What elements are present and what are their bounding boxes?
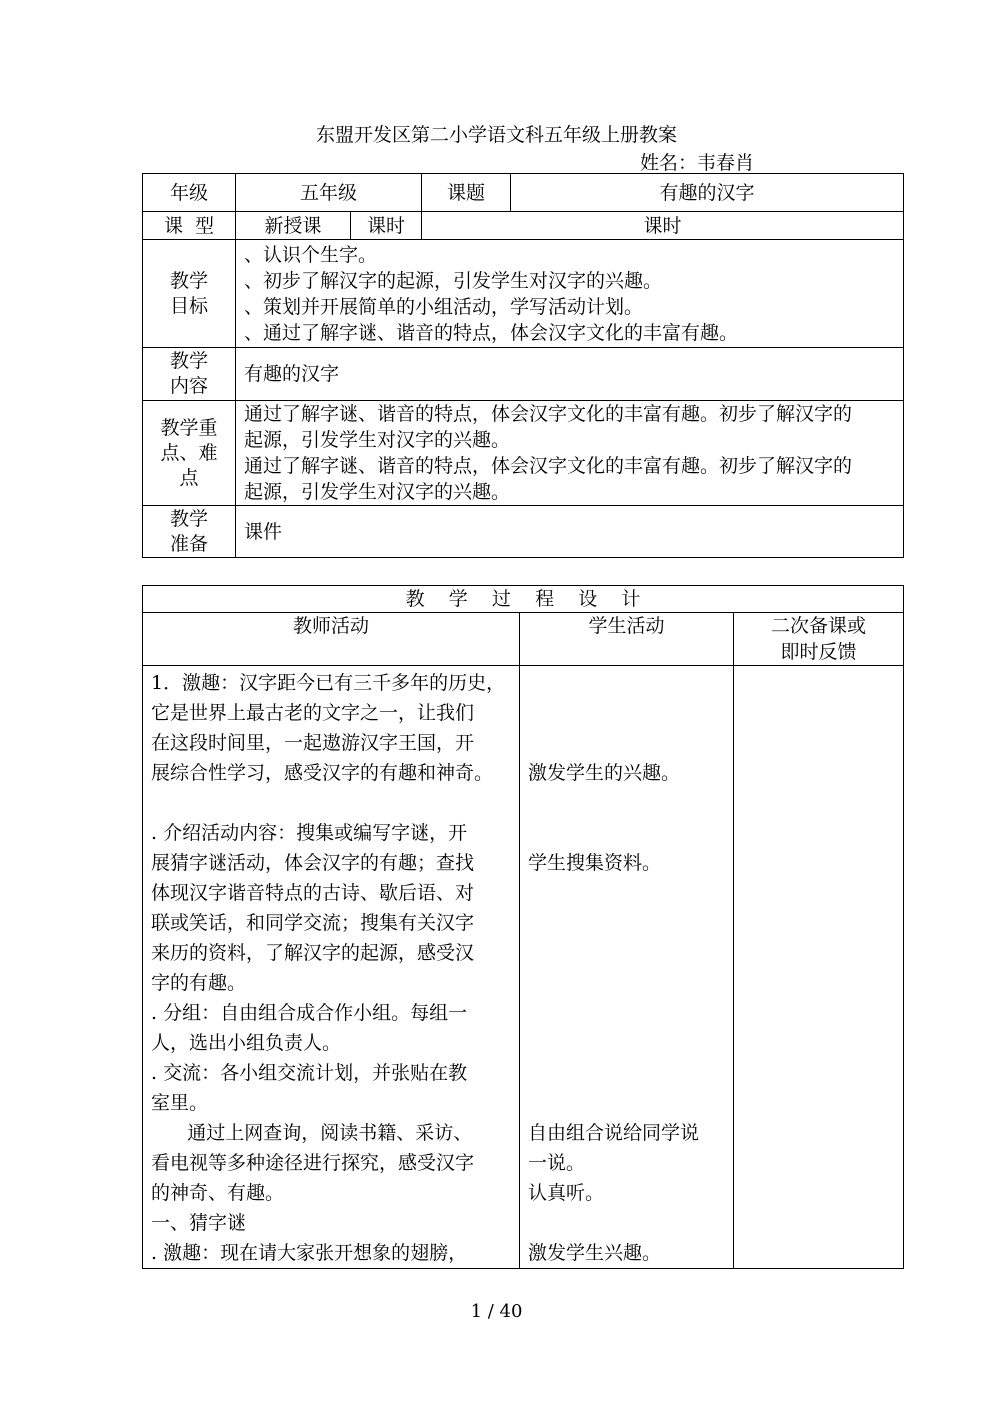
activity-line (528, 668, 733, 698)
activity-line (528, 698, 733, 728)
process-table (142, 585, 904, 1269)
activity-line: 室里。 (151, 1092, 209, 1114)
activity-line: 它是世界上最古老的文字之一，让我们 (151, 702, 475, 724)
goals-label: 教学 目标 (143, 240, 236, 348)
goal-item: 、认识个生字。 (244, 244, 378, 266)
activity-line (528, 1088, 733, 1118)
activity-line: . 分组：自由组合成合作小组。每组一 (151, 1002, 468, 1024)
activity-line: 在这段时间里，一起遨游汉字王国，开 (151, 732, 475, 754)
activity-line: 联或笑话，和同学交流；搜集有关汉字 (151, 912, 475, 934)
key-points-label: 教学重 点、难 点 (143, 401, 236, 506)
activity-line: 人，选出小组负责人。 (151, 1032, 342, 1054)
activity-line (528, 1058, 733, 1088)
activity-line: 认真听。 (528, 1182, 605, 1204)
activity-line: 字的有趣。 (151, 972, 247, 994)
content-label: 教学 内容 (143, 348, 236, 401)
col-student-header: 学生活动 (520, 613, 734, 666)
feedback-cell (734, 666, 904, 1269)
prep-label: 教学 准备 (143, 506, 236, 558)
activity-line: 体现汉字谐音特点的古诗、歇后语、对 (151, 882, 475, 904)
activity-line: 看电视等多种途径进行探究，感受汉字 (151, 1152, 475, 1174)
activity-line (528, 938, 733, 968)
teacher-activity-cell (143, 666, 520, 1269)
topic-value: 有趣的汉字 (511, 174, 904, 212)
content-value: 有趣的汉字 (236, 348, 904, 401)
activity-line: . 交流：各小组交流计划，并张贴在教 (151, 1062, 468, 1084)
activity-line: 一说。 (528, 1152, 586, 1174)
hours-label: 课时 (351, 212, 422, 240)
process-heading: 教 学 过 程 设 计 (143, 586, 904, 613)
activity-line (528, 968, 733, 998)
col-teacher-header: 教师活动 (143, 613, 520, 666)
key-points-text: 通过了解字谜、谐音的特点，体会汉字文化的丰富有趣。初步了解汉字的 起源，引发学生对汉字的兴趣。 通过了解字谜、谐音的特点，体会汉字文化的丰富有趣。初步了解汉字的 起源，引发学生对汉字的兴趣。 (236, 401, 904, 506)
activity-line: 1．激趣：汉字距今已有三千多年的历史， (151, 672, 506, 694)
activity-line: . 激趣：现在请大家张开想象的翅膀， (151, 1242, 468, 1264)
goal-item: 、通过了解字谜、谐音的特点，体会汉字文化的丰富有趣。 (244, 322, 739, 344)
student-activity-cell (520, 666, 734, 1269)
type-label: 课 型 (143, 212, 236, 240)
hours-value: 课时 (422, 212, 904, 240)
prep-value: 课件 (236, 506, 904, 558)
activity-line: . 介绍活动内容：搜集或编写字谜，开 (151, 822, 468, 844)
lesson-info-table (142, 173, 904, 558)
activity-line: 自由组合说给同学说 (528, 1122, 700, 1144)
activity-line (528, 998, 733, 1028)
topic-label: 课题 (422, 174, 511, 212)
activity-line (528, 788, 733, 818)
activity-line: 展猜字谜活动，体会汉字的有趣；查找 (151, 852, 475, 874)
grade-label: 年级 (143, 174, 236, 212)
activity-line: 一、猜字谜 (151, 1212, 247, 1234)
col-feedback-header: 二次备课或 即时反馈 (734, 613, 904, 666)
activity-line (528, 908, 733, 938)
document-title: 东盟开发区第二小学语文科五年级上册教案 (315, 124, 677, 146)
activity-line (528, 818, 733, 848)
activity-line (528, 1208, 733, 1238)
activity-line: 的神奇、有趣。 (151, 1182, 285, 1204)
activity-line: 激发学生兴趣。 (528, 1242, 662, 1264)
activity-line: 学生搜集资料。 (528, 852, 662, 874)
activity-line: 来历的资料，了解汉字的起源，感受汉 (151, 942, 475, 964)
type-value: 新授课 (236, 212, 351, 240)
author-name: 姓名：韦春肖 (640, 152, 755, 174)
activity-line (151, 788, 519, 818)
goals-list (236, 240, 904, 348)
activity-line (528, 1028, 733, 1058)
activity-line (528, 878, 733, 908)
activity-line: 通过上网查询，阅读书籍、采访、 (151, 1122, 473, 1144)
goal-item: 、初步了解汉字的起源，引发学生对汉字的兴趣。 (244, 270, 663, 292)
activity-line: 激发学生的兴趣。 (528, 762, 681, 784)
goal-item: 、策划并开展简单的小组活动，学写活动计划。 (244, 296, 644, 318)
grade-value: 五年级 (236, 174, 422, 212)
page-number: 1 / 40 (470, 1301, 523, 1322)
activity-line (528, 728, 733, 758)
activity-line: 展综合性学习，感受汉字的有趣和神奇。 (151, 762, 494, 784)
